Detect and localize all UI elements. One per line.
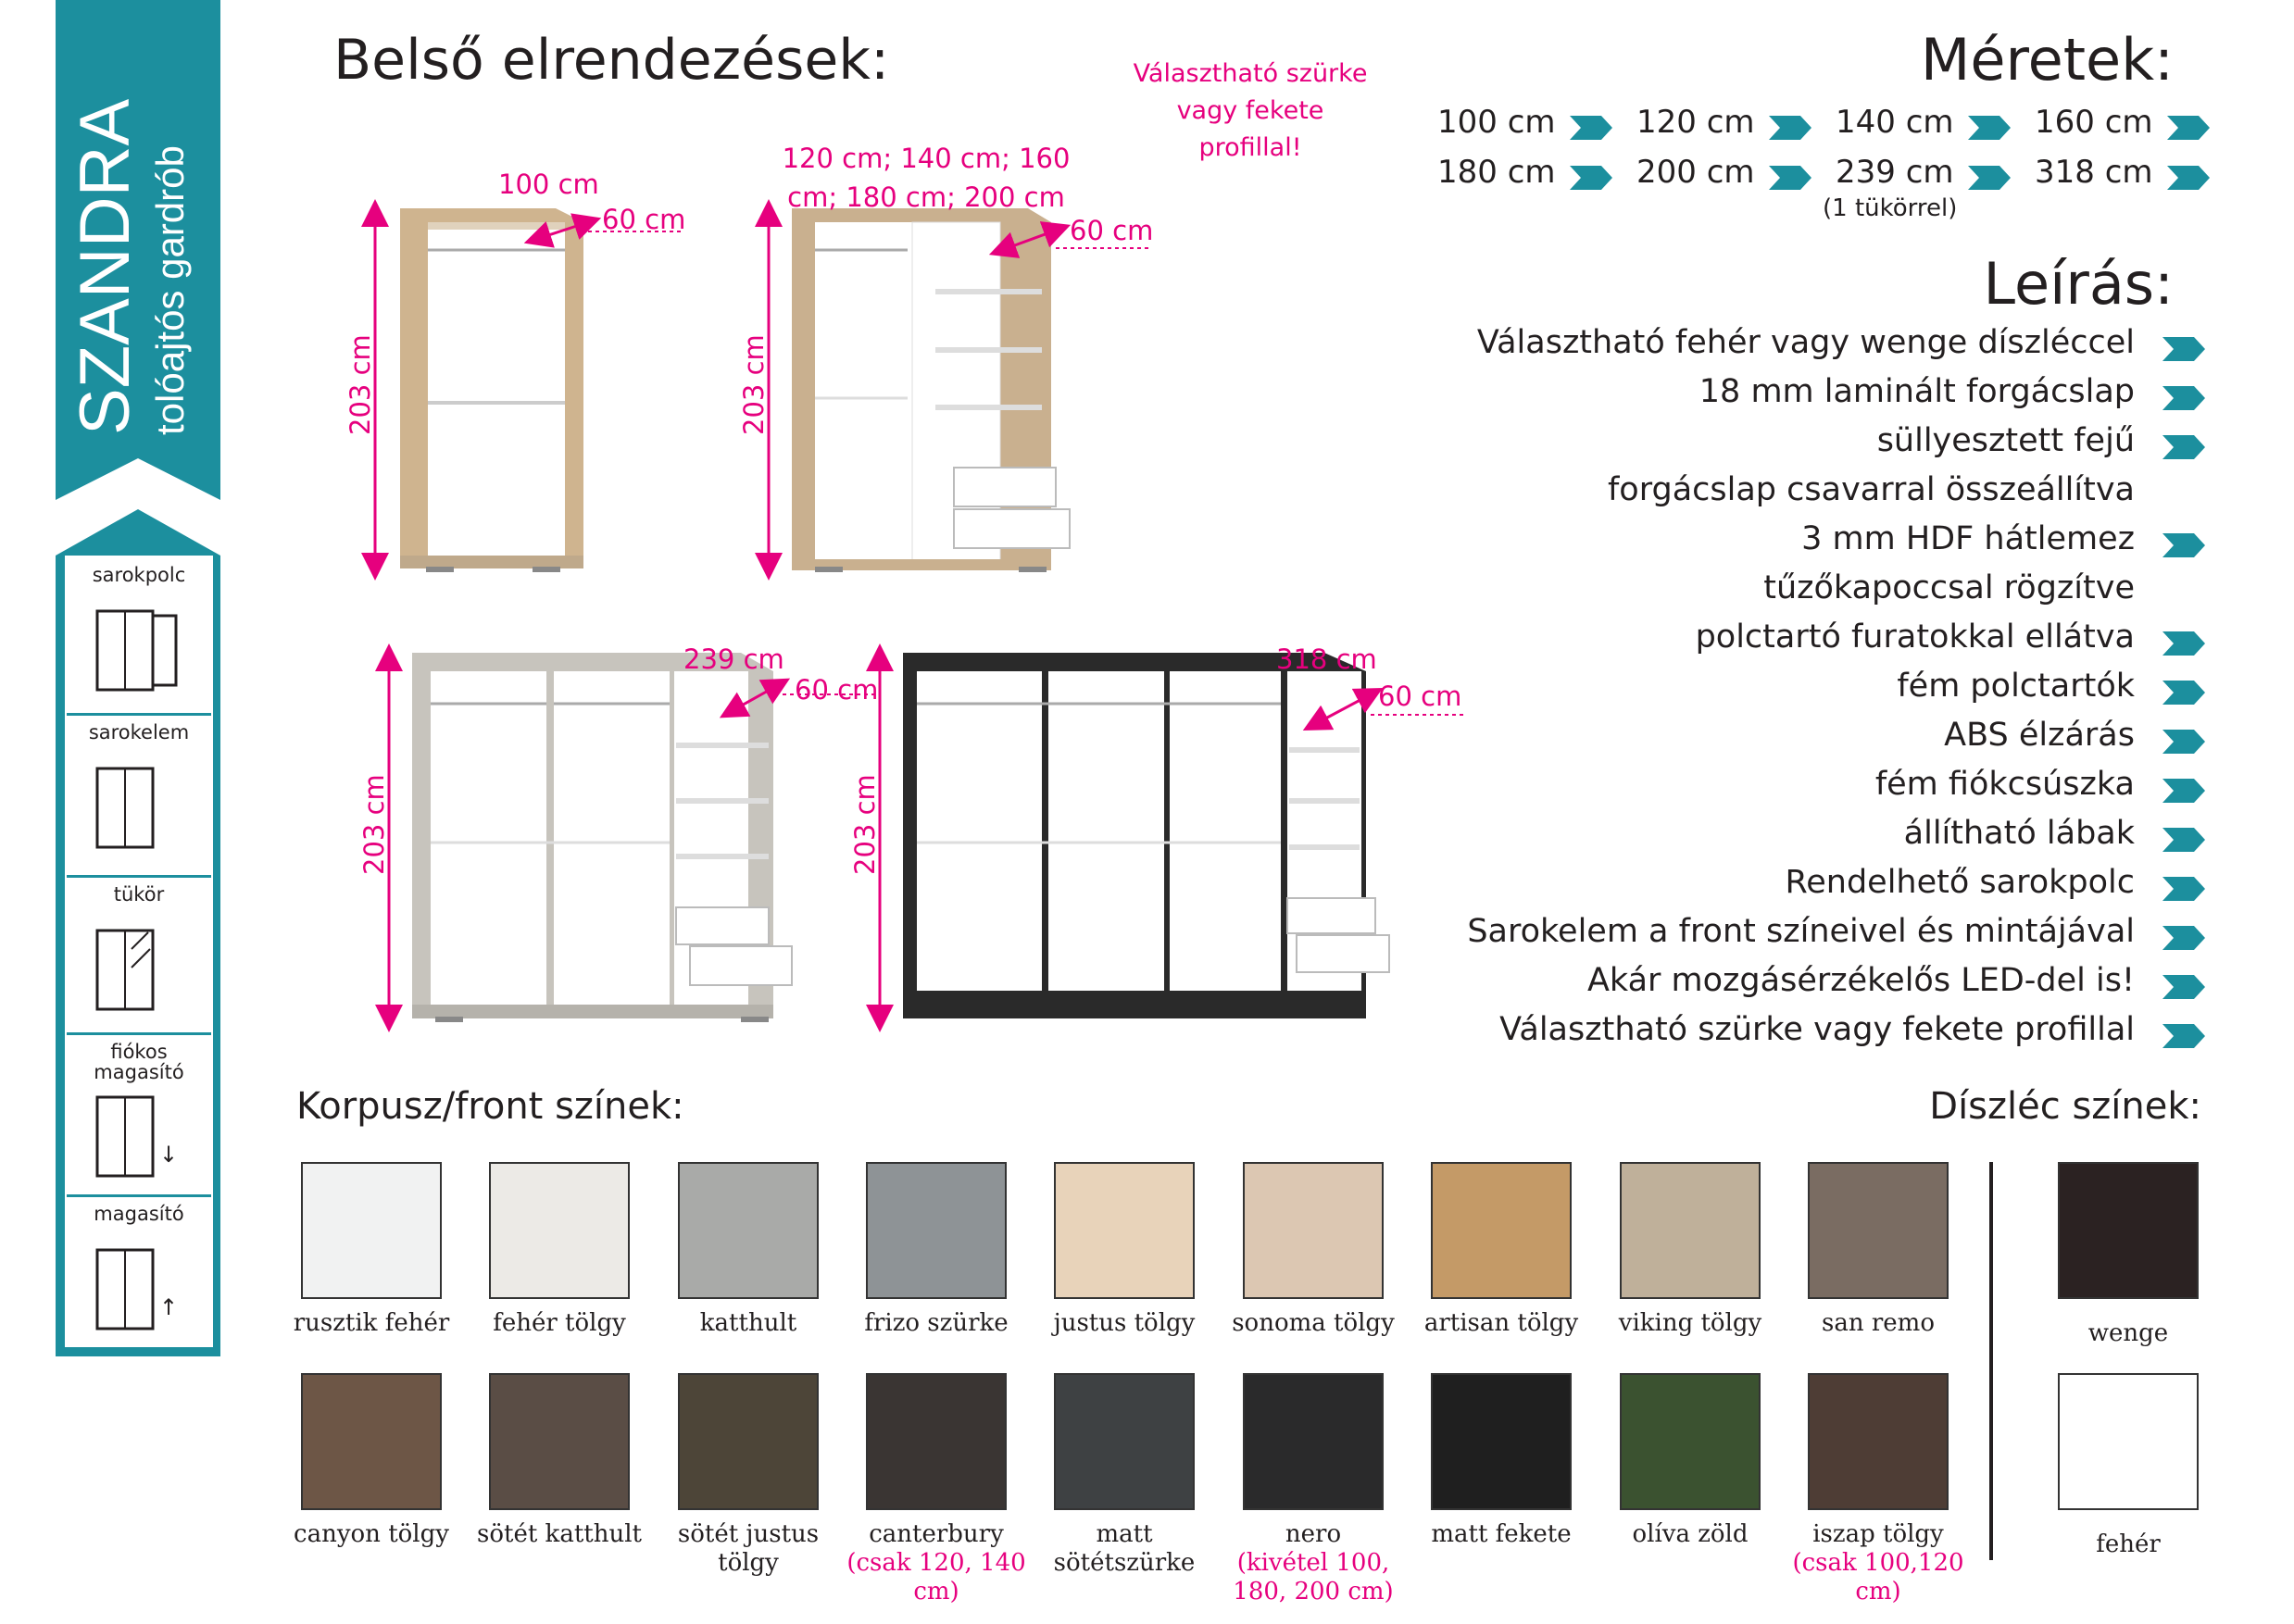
color-availability-note: (csak 120, 140 cm) [846,1549,1026,1605]
color-swatch[interactable] [866,1373,1007,1510]
teal-arrow-icon [2167,116,2210,140]
teal-arrow-icon [2162,631,2205,656]
color-swatch[interactable] [1620,1162,1761,1299]
teal-arrow-icon [2162,386,2205,410]
color-name [1409,1520,1594,1549]
color-name-text: sötét justus tölgy [677,1520,820,1577]
description-item: Választható fehér vagy wenge díszléccel [1476,324,2135,361]
w1-depth: 60 cm [602,204,686,235]
trim-swatch[interactable] [2058,1162,2199,1299]
color-name [1409,1309,1594,1338]
color-name-text: matt fekete [1431,1520,1572,1548]
color-name-text: rusztik fehér [293,1309,450,1337]
color-swatch[interactable] [1620,1373,1761,1510]
teal-arrow-icon [2162,533,2205,557]
description-item: Akár mozgásérzékelős LED-del is! [1586,962,2135,999]
color-name [656,1309,841,1338]
teal-arrow-icon [2162,681,2205,705]
w2-width: 120 cm; 140 cm; 160 cm; 180 cm; 200 cm [782,143,1071,213]
color-name-text: canyon tölgy [294,1520,449,1548]
color-swatch[interactable] [1431,1373,1572,1510]
size-6: 200 cm [1636,154,1755,191]
description-item: Választható szürke vagy fekete profillal [1499,1011,2135,1048]
color-swatch[interactable] [489,1162,630,1299]
description-item: állítható lábak [1903,815,2135,852]
profile-note: Választható szürke vagy fekete profillal! [1133,59,1368,162]
color-name [1221,1309,1406,1338]
teal-arrow-icon [1570,166,1612,190]
color-name-text: viking tölgy [1618,1309,1762,1337]
color-name-text: artisan tölgy [1423,1309,1579,1337]
size-2: 120 cm [1636,104,1755,141]
svg-text:↓: ↓ [159,1142,179,1168]
teal-arrow-icon [2162,877,2205,901]
teal-arrow-icon [2162,435,2205,459]
color-name [1032,1309,1217,1338]
trim-name: wenge [2087,1319,2169,1347]
description-item: forgácslap csavarral összeállítva [1607,471,2135,508]
color-name-text: canterbury [869,1520,1004,1548]
description-item: ABS élzárás [1944,717,2135,754]
color-name [844,1309,1029,1338]
description-item: 18 mm laminált forgácslap [1699,373,2135,410]
wardrobe-100 [375,208,681,572]
w1-height: 203 cm [345,334,376,435]
product-subtitle: tolóajtós gardrób [148,145,192,435]
sizes-title: Méretek: [1920,26,2174,94]
teal-arrow-icon [2162,730,2205,754]
size-5: 180 cm [1437,154,1556,191]
color-name [279,1309,464,1338]
color-swatch[interactable] [1808,1162,1949,1299]
color-swatch[interactable] [1808,1373,1949,1510]
teal-arrow-icon [1769,116,1811,140]
description-item: 3 mm HDF hátlemez [1801,520,2135,557]
color-swatch[interactable] [1431,1162,1572,1299]
teal-arrow-icon [1570,116,1612,140]
color-name-text: san remo [1822,1309,1935,1337]
color-swatch[interactable] [301,1162,442,1299]
w3-depth: 60 cm [795,674,879,706]
w1-width: 100 cm [498,169,599,200]
color-swatch[interactable] [1054,1373,1195,1510]
w4-height: 203 cm [849,774,881,875]
color-name-text: fehér tölgy [493,1309,626,1337]
w4-depth: 60 cm [1378,681,1462,712]
color-name [1786,1520,1971,1606]
size-3: 140 cm [1836,104,1954,141]
product-name: SZANDRA [66,98,144,435]
teal-arrow-icon [2162,975,2205,999]
color-swatch[interactable] [1243,1162,1384,1299]
description-item: fém fiókcsúszka [1874,766,2135,803]
colors-title: Korpusz/front színek: [296,1085,684,1128]
color-name [467,1309,652,1338]
color-name-text: nero [1285,1520,1342,1548]
color-availability-note: (csak 100,120 cm) [1792,1549,1964,1605]
w4-width: 318 cm [1276,643,1377,675]
teal-arrow-icon [1968,116,2011,140]
teal-arrow-icon [2162,337,2205,361]
color-name [279,1520,464,1549]
color-name [844,1520,1029,1606]
color-name [467,1520,652,1549]
size-8: 318 cm [2035,154,2153,191]
color-name [1221,1520,1406,1606]
color-name-text: sötét katthult [477,1520,642,1548]
color-availability-note: (kivétel 100, 180, 200 cm) [1233,1549,1394,1605]
color-name-text: iszap tölgy [1812,1520,1944,1548]
description-item: tűzőkapoccsal rögzítve [1763,569,2135,606]
teal-arrow-icon [1968,166,2011,190]
option-label: magasító [94,1203,184,1225]
teal-arrow-icon [2167,166,2210,190]
teal-arrow-icon [2162,828,2205,852]
description-item: fém polctartók [1897,668,2135,705]
trim-swatch[interactable] [2058,1373,2199,1510]
description-item: Rendelhető sarokpolc [1785,864,2135,901]
color-name [1032,1520,1217,1578]
color-swatch[interactable] [678,1373,819,1510]
wardrobe-120-200 [769,208,1148,572]
wardrobe-239 [389,653,875,1022]
description-item: Sarokelem a front színeivel és mintájával [1467,913,2135,950]
color-swatch[interactable] [1243,1373,1384,1510]
svg-text:↑: ↑ [159,1294,179,1320]
description-item: polctartó furatokkal ellátva [1695,618,2135,656]
color-name [656,1520,841,1578]
trim-name: fehér [2096,1530,2161,1558]
color-name-text: matt sötétszürke [1053,1520,1196,1577]
description-title: Leírás: [1983,250,2174,318]
teal-arrow-icon [2162,926,2205,950]
optional-label: OPCIONÁLIS [231,678,284,972]
color-name [1786,1309,1971,1338]
w3-width: 239 cm [683,643,784,675]
mirror-note: (1 tükörrel) [1823,194,1958,222]
teal-arrow-icon [2162,779,2205,803]
color-name-text: frizo szürke [864,1309,1009,1337]
color-name-text: sonoma tölgy [1232,1309,1395,1337]
color-swatch[interactable] [489,1373,630,1510]
color-swatch[interactable] [866,1162,1007,1299]
description-item: süllyesztett fejű [1876,422,2135,459]
option-label: tükör [113,883,165,906]
teal-arrow-icon [2162,1024,2205,1048]
color-name-text: olíva zöld [1632,1520,1749,1548]
divider [1989,1162,1993,1560]
trim-title: Díszléc színek: [1929,1085,2201,1128]
w2-depth: 60 cm [1070,215,1154,246]
color-swatch[interactable] [1054,1162,1195,1299]
option-label: sarokpolc [92,564,186,586]
size-4: 160 cm [2035,104,2153,141]
color-swatch[interactable] [678,1162,819,1299]
option-label: sarokelem [88,721,190,743]
w3-height: 203 cm [358,774,390,875]
size-7: 239 cm [1836,154,1954,191]
wardrobe-318 [880,653,1463,1018]
color-name-text: justus tölgy [1053,1309,1196,1337]
color-name-text: katthult [699,1309,797,1337]
teal-arrow-icon [1769,166,1811,190]
layouts-title: Belső elrendezések: [333,28,890,93]
color-name [1598,1309,1783,1338]
color-swatch[interactable] [301,1373,442,1510]
color-name [1598,1520,1783,1549]
option-label: fiókos magasító [94,1041,184,1083]
w2-height: 203 cm [738,334,770,435]
size-1: 100 cm [1437,104,1556,141]
